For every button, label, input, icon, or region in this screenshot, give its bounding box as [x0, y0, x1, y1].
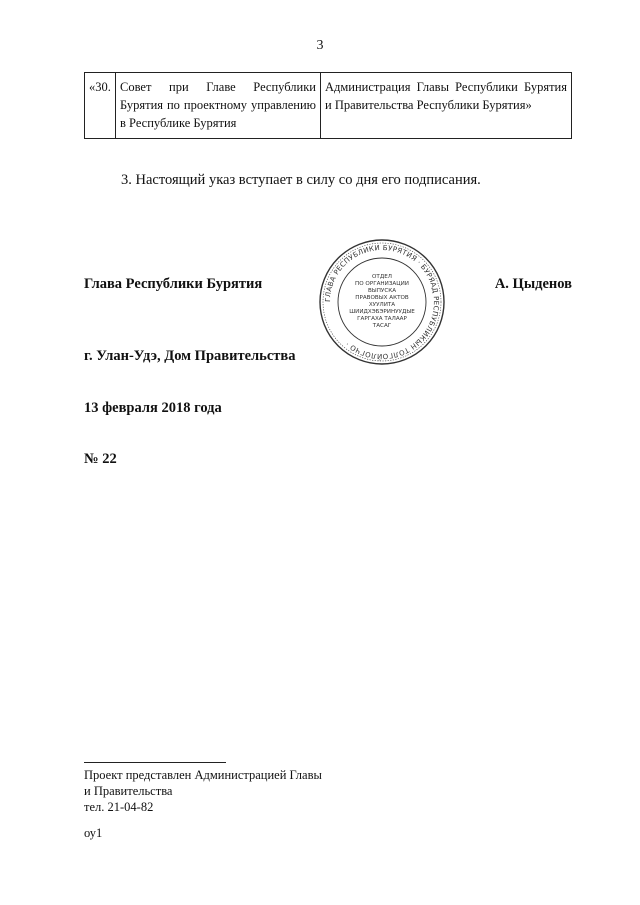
signatory-name: А. Цыденов: [494, 276, 572, 292]
seal-line: ШИИДХЭБЭРИНУУДЫЕ: [349, 309, 415, 315]
footnote-divider: [84, 762, 226, 763]
responsible-organization: Администрация Главы Республики Бурятия и Правительства Республики Бурятия»: [321, 73, 572, 139]
row-number: «30.: [85, 73, 116, 139]
seal-line: ПО ОРГАНИЗАЦИИ: [355, 281, 409, 287]
seal-line: ПРАВОВЫХ АКТОВ: [355, 295, 409, 301]
table-row: [85, 73, 572, 139]
committee-table: [84, 72, 572, 139]
document-code: оу1: [84, 826, 103, 840]
seal-ring-text: ГЛАВА РЕСПУБЛИКИ БУРЯТИЯ · БУРЯАД РЕСПУБЛИКЫН ТОЛГОЙЛОГЧО ·: [323, 243, 441, 361]
signing-date: 13 февраля 2018 года: [84, 400, 222, 416]
seal-line: ТАСАГ: [372, 323, 392, 329]
seal-line: ОТДЕЛ: [372, 274, 392, 280]
page-number: 3: [316, 38, 324, 53]
seal-line: ГАРГАХА ТАЛААР: [357, 316, 407, 322]
seal-line: ВЫПУСКА: [367, 288, 397, 294]
footnote-line: и Правительства: [84, 784, 173, 798]
official-seal: [318, 238, 446, 366]
decree-number: № 22: [84, 451, 117, 467]
clause-text: 3. Настоящий указ вступает в силу со дня его подписания.: [121, 172, 481, 188]
footnote-line: Проект представлен Администрацией Главы: [84, 768, 322, 782]
signing-place: г. Улан-Удэ, Дом Правительства: [84, 348, 296, 364]
council-name: Совет при Главе Республики Бурятия по проектному управлению в Республике Бурятия: [116, 73, 321, 139]
signatory-position: Глава Республики Бурятия: [84, 276, 263, 292]
footnote-phone: тел. 21-04-82: [84, 800, 154, 814]
seal-line: ХУУЛИТА: [368, 302, 396, 308]
